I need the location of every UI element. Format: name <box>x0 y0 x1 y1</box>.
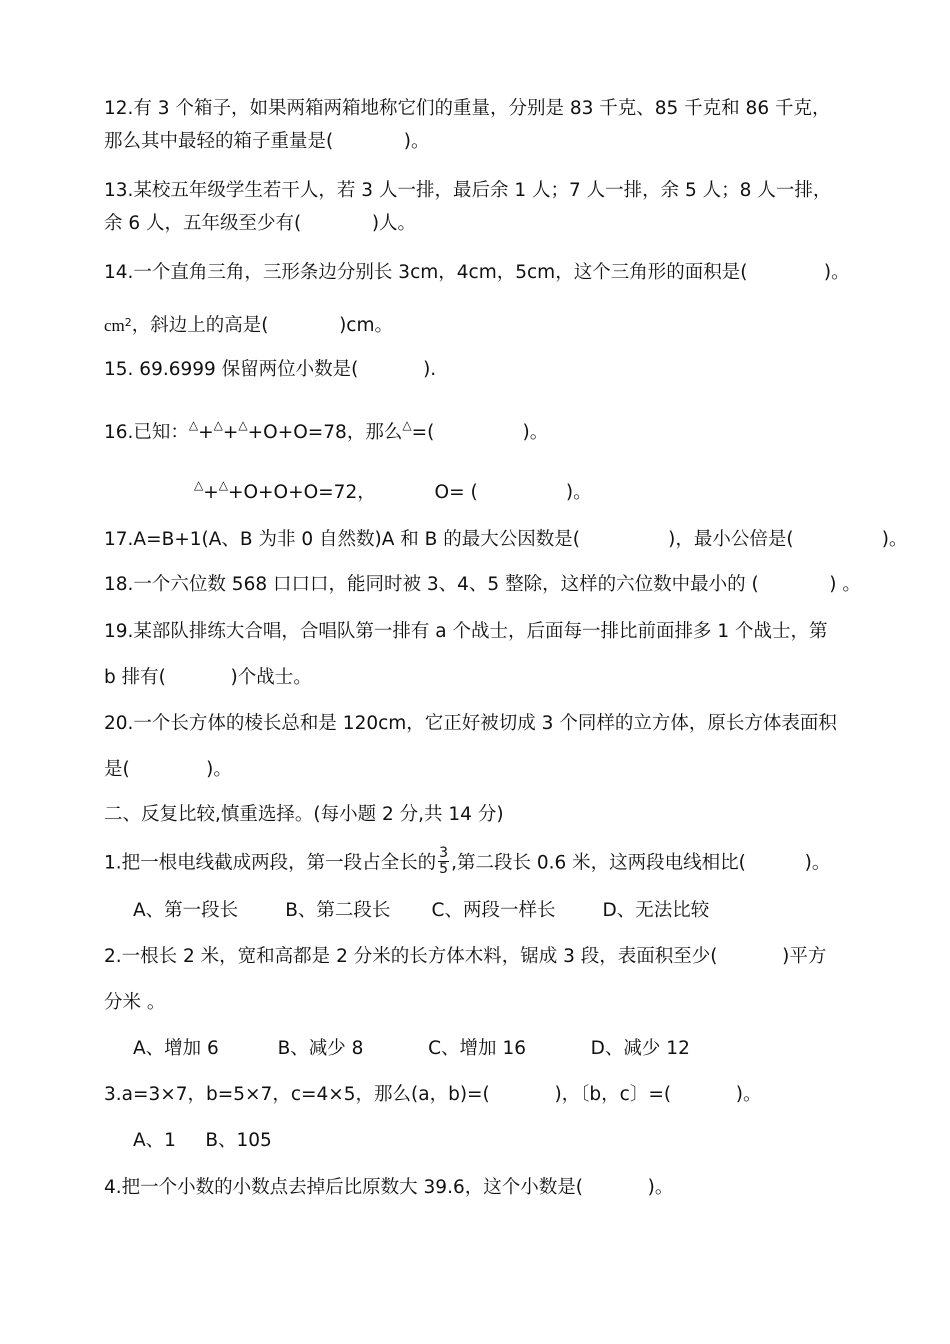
question-18: 18.一个六位数 568 口口口，能同时被 3、4、5 整除，这样的六位数中最小的 ( ) 。 <box>104 574 861 595</box>
question-15: 15. 69.6999 保留两位小数是( ). <box>104 359 437 380</box>
triangle-symbol: △ <box>194 478 204 492</box>
question-12-line-2: 那么其中最轻的箱子重量是( )。 <box>104 131 430 152</box>
triangle-symbol: △ <box>218 478 228 492</box>
choice-question-2-options: A、增加 6 B、减少 8 C、增加 16 D、减少 12 <box>133 1038 690 1059</box>
question-20-line-2: 是( )。 <box>104 759 232 780</box>
fraction <box>438 846 449 877</box>
question-14-line-2: $cm^2$，斜边上的高是( )cm。 <box>104 315 393 336</box>
choice-question-1: 1.把一根电线截成两段，第一段占全长的 $\frac{3}{5}$ ,第二段长 0.6 米，这两段电线相比( )。 <box>104 845 831 877</box>
choice-question-3-options: A、1 B、105 <box>133 1130 272 1151</box>
choice-question-4: 4.把一个小数的小数点去掉后比原数大 39.6，这个小数是( )。 <box>104 1177 674 1198</box>
triangle-symbol: △ <box>213 418 223 432</box>
triangle-symbol: △ <box>402 418 412 432</box>
choice-question-1-options: A、第一段长 B、第二段长 C、两段一样长 D、无法比较 <box>133 900 710 921</box>
question-19-line-2: b 排有( )个战士。 <box>104 667 312 688</box>
choice-question-2-line-1: 2.一根长 2 米，宽和高都是 2 分米的长方体木料，锯成 3 段，表面积至少( )平方 <box>104 946 827 967</box>
question-17: 17.A=B+1(A、B 为非 0 自然数)A 和 B 的最大公因数是( )，最小公倍是( )。 <box>104 529 908 550</box>
question-20-line-1: 20.一个长方体的棱长总和是 120cm，它正好被切成 3 个同样的立方体，原长方体表面积 <box>104 713 837 734</box>
question-13-line-2: 余 6 人，五年级至少有( )人。 <box>104 213 417 234</box>
triangle-symbol: △ <box>238 418 248 432</box>
triangle-symbol: △ <box>188 418 199 432</box>
fraction-numerator: 3 <box>439 845 449 861</box>
fraction-denominator: 5 <box>439 861 449 877</box>
question-14-line-1: 14.一个直角三角，三形条边分别长 3cm，4cm，5cm，这个三角形的面积是( )。 <box>104 262 850 283</box>
question-16-line-1: 16.已知：△+△+△+O+O=78，那么△=( )。 <box>104 418 549 443</box>
question-19-line-1: 19.某部队排练大合唱，合唱队第一排有 a 个战士，后面每一排比前面排多 1 个战士，第 <box>104 621 828 642</box>
section-2-heading: 二、反复比较,慎重选择。(每小题 2 分,共 14 分) <box>104 804 504 825</box>
area-unit-exponent: 2 <box>124 316 132 329</box>
area-unit: cm <box>104 316 125 335</box>
question-16-line-2: △+△+O+O+O=72， O= ( )。 <box>194 478 592 503</box>
choice-question-3: 3.a=3×7，b=5×7，c=4×5，那么(a，b)=( )，〔b，c〕=( )。 <box>104 1084 762 1105</box>
question-12-line-1: 12.有 3 个箱子，如果两箱两箱地称它们的重量，分别是 83 千克、85 千克和 86 千克， <box>104 98 831 119</box>
question-13-line-1: 13.某校五年级学生若干人，若 3 人一排，最后余 1 人；7 人一排，余 5 人；8 人一排， <box>104 180 832 201</box>
choice-question-2-line-2: 分米 。 <box>104 992 166 1013</box>
